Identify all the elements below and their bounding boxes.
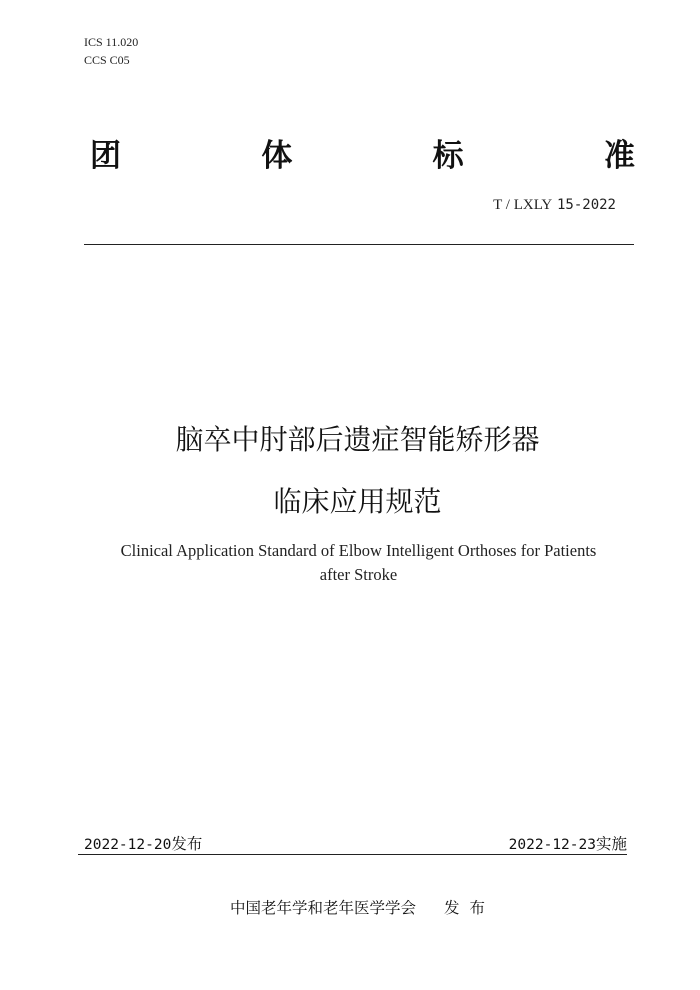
header-divider [84, 244, 634, 245]
implementation-date-value: 2022-12-23 [508, 837, 596, 853]
implementation-date [509, 832, 627, 854]
standard-type-char: 准 [603, 138, 635, 174]
title-cn-line2: 临床应用规范 [273, 485, 442, 518]
standard-type-char: 标 [432, 138, 464, 174]
publisher-action-char: 布 [469, 899, 486, 917]
standard-number-prefix: T / LXLY [493, 197, 553, 213]
standard-type-char: 团 [90, 138, 121, 174]
publisher [0, 896, 700, 918]
standard-number [493, 195, 616, 214]
standard-number-value: 15-2022 [556, 197, 616, 213]
standard-type-heading [90, 130, 635, 175]
title-en-line1: Clinical Application Standard of Elbow Intelligent Orthoses for Patients [120, 541, 597, 560]
title-en-line2: after Stroke [319, 565, 398, 584]
title-en [70, 539, 647, 587]
standard-type-char: 体 [261, 138, 293, 174]
ics-code: ICS 11.020 [84, 35, 139, 49]
issue-date [84, 832, 202, 854]
issue-date-value: 2022-12-20 [84, 837, 172, 853]
publisher-name: 中国老年学和老年医学学会 [229, 899, 416, 917]
footer-divider [78, 854, 627, 855]
ccs-code: CCS C05 [84, 53, 130, 67]
publisher-action-char: 发 [443, 899, 460, 917]
issue-date-label: 发布 [171, 835, 203, 853]
title-cn-line1: 脑卒中肘部后遗症智能矫形器 [175, 423, 540, 456]
implementation-date-label: 实施 [595, 835, 627, 853]
